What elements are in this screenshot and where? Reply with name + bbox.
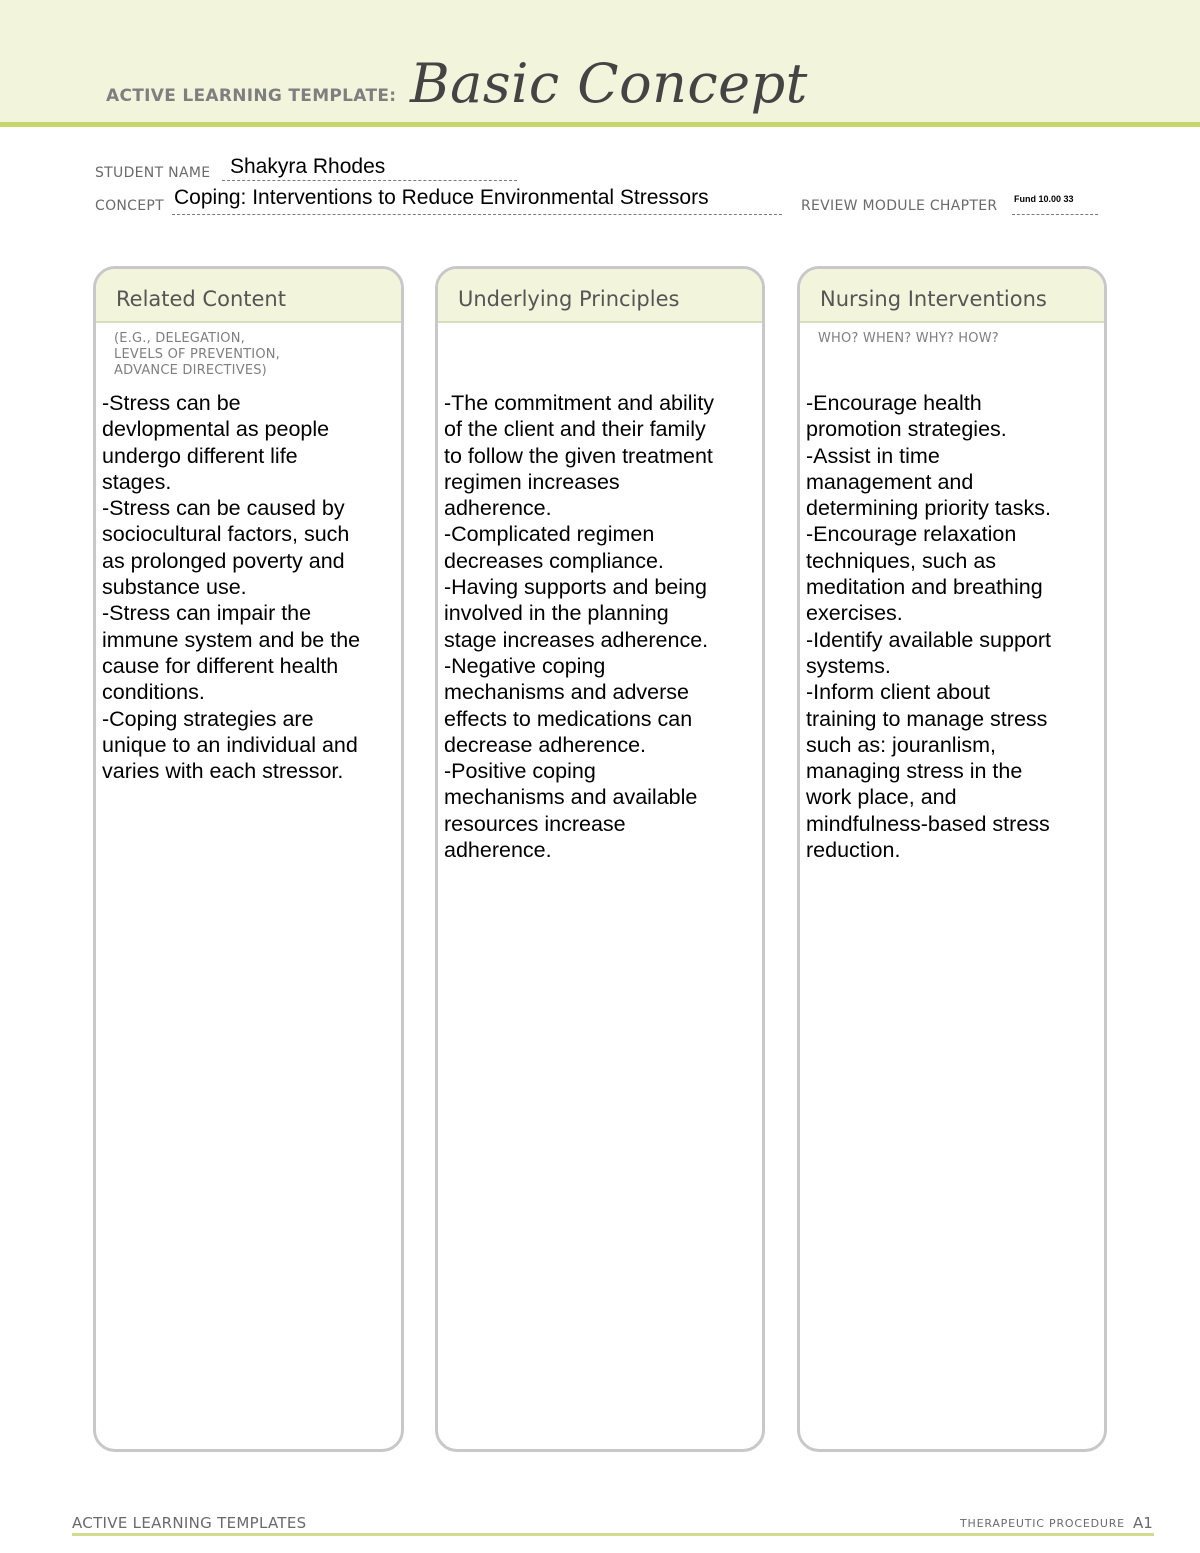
body-line: -Identify available support (806, 627, 1052, 652)
footer-page-code: A1 (1133, 1514, 1153, 1532)
body-line: -The commitment and ability (444, 391, 715, 415)
footer-left-label: ACTIVE LEARNING TEMPLATES (72, 1514, 307, 1532)
footer-divider (72, 1533, 1154, 1536)
card-body[interactable] (444, 390, 754, 863)
template-title: Basic Concept (410, 52, 808, 115)
body-line: mechanisms and available (444, 785, 698, 810)
card-subtitle: WHO? WHEN? WHY? HOW? (818, 331, 999, 346)
card-title: Underlying Principles (458, 287, 680, 311)
body-line: adherence. (444, 496, 552, 521)
body-line: stage increases adherence. (444, 627, 709, 652)
body-line: -Positive coping (444, 759, 596, 784)
body-line: -Complicated regimen (444, 522, 655, 547)
student-name-label: STUDENT NAME (95, 165, 211, 181)
body-line: -Inform client about (806, 680, 991, 705)
review-module-line (1012, 214, 1098, 215)
student-name-value[interactable]: Shakyra Rhodes (230, 155, 386, 178)
concept-line (172, 214, 782, 215)
body-line: -Having supports and being (444, 575, 707, 600)
body-line: determining priority tasks. (806, 496, 1051, 521)
body-line: techniques, such as (806, 548, 997, 573)
card-underlying-principles (435, 266, 765, 1452)
body-line: promotion strategies. (806, 417, 1007, 442)
body-line: management and (806, 469, 974, 494)
body-line: varies with each stressor. (102, 759, 344, 784)
footer-right-label: THERAPEUTIC PROCEDURE (960, 1517, 1125, 1530)
body-line: conditions. (102, 680, 205, 705)
concept-value[interactable]: Coping: Interventions to Reduce Environmental Stressors (174, 186, 709, 209)
body-line: -Stress can impair the (102, 601, 312, 626)
review-module-label: REVIEW MODULE CHAPTER (801, 198, 998, 214)
body-line: substance use. (102, 575, 247, 600)
body-line: -Encourage relaxation (806, 522, 1017, 547)
body-line: as prolonged poverty and (102, 548, 345, 573)
body-line: to follow the given treatment (444, 443, 713, 468)
body-line: regimen increases (444, 469, 620, 494)
body-line: such as: jouranlism, (806, 732, 996, 757)
body-line: decreases compliance. (444, 548, 664, 573)
header-divider (0, 122, 1200, 127)
card-subtitle: (E.G., DELEGATION, LEVELS OF PREVENTION, ADVANCE DIRECTIVES) (114, 331, 281, 378)
body-line: training to manage stress (806, 706, 1048, 731)
card-body[interactable] (102, 390, 393, 784)
card-title: Nursing Interventions (820, 287, 1047, 311)
body-line: work place, and (806, 785, 957, 810)
body-line: meditation and breathing (806, 575, 1043, 600)
card-related-content (93, 266, 404, 1452)
template-label: ACTIVE LEARNING TEMPLATE: (106, 86, 397, 106)
body-line: unique to an individual and (102, 732, 358, 757)
body-line: managing stress in the (806, 759, 1023, 784)
body-line: -Stress can be caused by (102, 496, 345, 521)
body-line: stages. (102, 469, 172, 494)
body-line: involved in the planning (444, 601, 669, 626)
body-line: immune system and be the (102, 627, 361, 652)
card-body[interactable] (806, 390, 1096, 863)
body-line: exercises. (806, 601, 903, 626)
body-line: of the client and their family (444, 417, 706, 442)
body-line: -Encourage health (806, 391, 982, 415)
body-line: mindfulness-based stress (806, 811, 1050, 836)
body-line: resources increase (444, 811, 626, 836)
concept-label: CONCEPT (95, 198, 164, 214)
body-line: effects to medications can (444, 706, 693, 731)
card-nursing-interventions (797, 266, 1107, 1452)
body-line: -Negative coping (444, 653, 606, 678)
review-module-value[interactable]: Fund 10.00 33 (1014, 194, 1074, 204)
body-line: devlopmental as people (102, 417, 330, 442)
body-line: mechanisms and adverse (444, 680, 689, 705)
student-name-line (222, 180, 517, 181)
body-line: -Stress can be (102, 391, 241, 415)
card-title: Related Content (116, 287, 286, 311)
body-line: undergo different life (102, 443, 298, 468)
body-line: -Assist in time (806, 443, 940, 468)
body-line: reduction. (806, 838, 901, 863)
body-line: decrease adherence. (444, 732, 647, 757)
body-line: systems. (806, 653, 891, 678)
body-line: -Coping strategies are (102, 706, 314, 731)
body-line: sociocultural factors, such (102, 522, 350, 547)
body-line: adherence. (444, 838, 552, 863)
body-line: cause for different health (102, 653, 339, 678)
